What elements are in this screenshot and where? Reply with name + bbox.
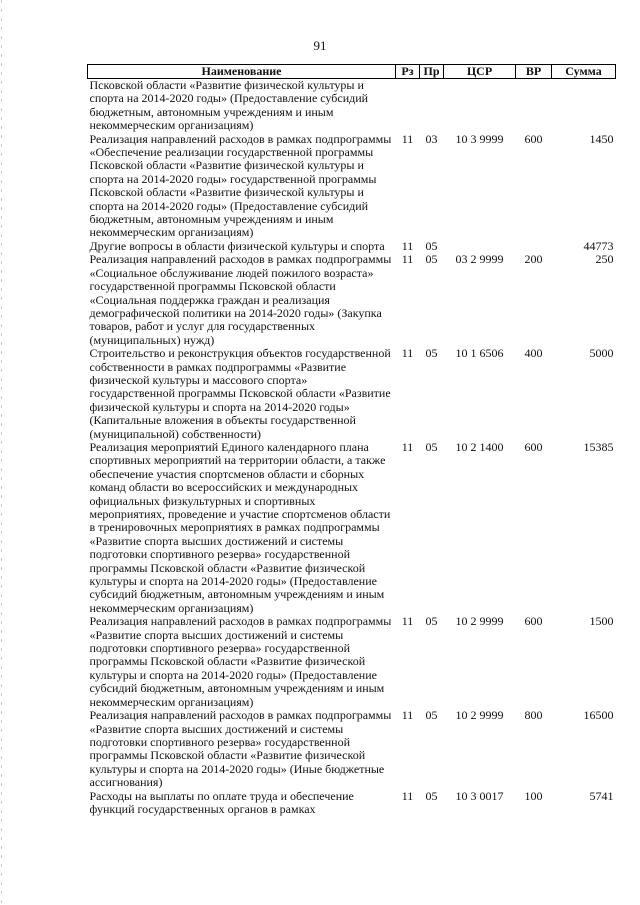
row-rz <box>396 79 420 133</box>
row-csr: 10 3 0017 <box>455 788 504 803</box>
header-vr: ВР <box>516 65 552 79</box>
row-name: Другие вопросы в области физической культуры и спорта <box>89 238 385 253</box>
row-sum: 1450 <box>589 131 614 146</box>
row-pr: 05 <box>425 708 438 723</box>
header-csr: ЦСР <box>444 65 516 79</box>
row-sum: 250 <box>595 252 614 267</box>
row-vr: 600 <box>524 131 543 146</box>
row-pr: 05 <box>425 252 438 267</box>
row-vr: 400 <box>524 346 543 361</box>
row-name: Реализация направлений расходов в рамках подпрограммы «Развитие спорта высших достижений и системы подготовки спортивного резерва» государственной программы Псковской области «Развитие физической культуры и спорта на 2014-2020 годы» (Предоставление субсидий бюджетным, автономным учреждениям и иным некоммерческим организациям) <box>89 614 392 709</box>
row-csr: 10 2 9999 <box>455 614 504 629</box>
header-name: Наименование <box>88 65 396 79</box>
row-sum: 5000 <box>589 346 614 361</box>
table-row <box>88 709 616 789</box>
table-row <box>88 253 616 347</box>
header-sum: Сумма <box>552 65 616 79</box>
table-header-row <box>88 65 616 79</box>
row-name: Реализация направлений расходов в рамках подпрограммы «Развитие спорта высших достижений и системы подготовки спортивного резерва» государственной программы Псковской области «Развитие физической культуры и спорта на 2014-2020 годы» (Иные бюджетные ассигнования) <box>89 708 392 790</box>
row-sum: 15385 <box>583 439 614 454</box>
row-vr <box>516 240 552 253</box>
row-vr: 800 <box>524 708 543 723</box>
row-csr: 10 1 6506 <box>455 346 504 361</box>
table-row <box>88 347 616 441</box>
row-sum <box>552 79 616 133</box>
row-csr: 10 2 1400 <box>455 439 504 454</box>
row-sum: 5741 <box>589 788 614 803</box>
budget-table <box>87 64 616 816</box>
row-rz: 11 <box>401 614 414 629</box>
row-rz: 11 <box>401 252 414 267</box>
row-pr: 05 <box>425 788 438 803</box>
table-row <box>88 79 616 133</box>
row-rz: 11 <box>401 788 414 803</box>
table-row <box>88 615 616 709</box>
row-vr: 100 <box>524 788 543 803</box>
row-vr: 600 <box>524 439 543 454</box>
row-csr: 10 3 9999 <box>455 131 504 146</box>
row-pr <box>420 79 444 133</box>
row-rz: 11 <box>401 238 414 253</box>
row-vr: 600 <box>524 614 543 629</box>
row-csr: 10 2 9999 <box>455 708 504 723</box>
row-rz: 11 <box>401 346 414 361</box>
row-rz: 11 <box>401 708 414 723</box>
row-csr: 03 2 9999 <box>455 252 504 267</box>
page-number: 91 <box>313 38 327 53</box>
row-pr: 05 <box>425 439 438 454</box>
row-pr: 05 <box>425 238 438 253</box>
row-name: Расходы на выплаты по оплате труда и обеспечение функций государственных органов в рамках <box>89 788 354 816</box>
table-row <box>88 790 616 817</box>
row-name: Реализация направлений расходов в рамках подпрограммы «Обеспечение реализации государственной программы Псковской области «Развитие физической культуры и спорта на 2014-2020 годы» государственной программы Псковской области «Развитие физической культуры и спорта на 2014-2020 годы» (Предоставление субсидий бюджетным, автономным учреждениям и иным некоммерческим организациям) <box>89 131 392 240</box>
row-pr: 03 <box>425 131 438 146</box>
row-csr <box>444 240 516 253</box>
row-sum: 16500 <box>583 708 614 723</box>
row-pr: 05 <box>425 346 438 361</box>
row-rz: 11 <box>401 131 414 146</box>
row-name: Псковской области «Развитие физической культуры и спорта на 2014-2020 годы» (Предоставление субсидий бюджетным, автономным учреждениям и иным некоммерческим организациям) <box>89 78 369 133</box>
row-csr <box>444 79 516 133</box>
header-pr: Пр <box>420 65 444 79</box>
row-sum: 1500 <box>589 614 614 629</box>
table-row <box>88 441 616 615</box>
row-vr: 200 <box>524 252 543 267</box>
row-pr: 05 <box>425 614 438 629</box>
row-name: Реализация направлений расходов в рамках подпрограммы «Социальное обслуживание людей пожилого возраста» государственной программы Псковской области «Социальная поддержка граждан и реализация демографической политики на 2014-2020 годы» (Закупка товаров, работ и услуг для государственных (муниципальных) нужд) <box>89 252 392 347</box>
row-name: Реализация мероприятий Единого календарного плана спортивных мероприятий на территории области, а также обеспечение участия спортсменов области и сборных команд области во всероссийских и международных официальных физкультурных и спортивных мероприятиях, проведение и участие спортсменов области в тренировочных мероприятиях в рамках подпрограммы «Развитие спорта высших достижений и системы подготовки спортивного резерва» государственной программы Псковской области «Развитие физической культуры и спорта на 2014-2020 годы» (Предоставление субсидий бюджетным, автономным учреждениям и иным некоммерческим организациям) <box>89 439 391 615</box>
row-vr <box>516 79 552 133</box>
scan-edge-mark <box>1 0 2 905</box>
header-rz: Рз <box>396 65 420 79</box>
row-sum: 44773 <box>583 238 614 253</box>
table-row <box>88 133 616 240</box>
row-name: Строительство и реконструкция объектов государственной собственности в рамках подпрограммы «Развитие физической культуры и массового спорта» государственной программы Псковской области «Развитие физической культуры и спорта на 2014-2020 годы» (Капитальные вложения в объекты государственной (муниципальной) собственности) <box>89 346 391 441</box>
table-row <box>88 240 616 253</box>
row-rz: 11 <box>401 439 414 454</box>
